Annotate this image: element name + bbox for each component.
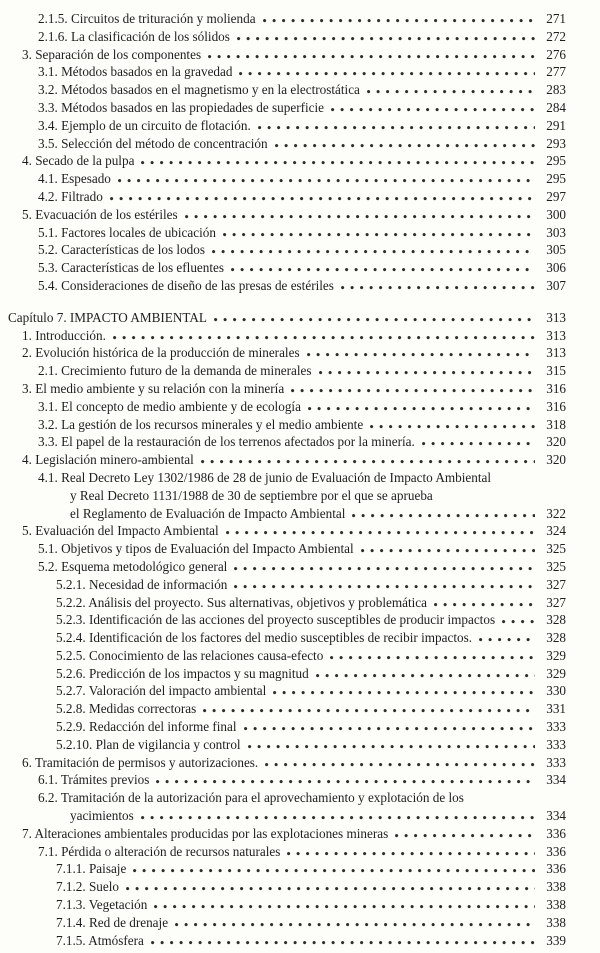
- dot-leader: [185, 207, 535, 219]
- toc-entry-text: 7.1.2. Suelo: [56, 879, 120, 895]
- dot-leader: [237, 29, 535, 41]
- toc-row: [8, 416, 566, 434]
- dot-leader: [434, 595, 535, 607]
- toc-page-number: 333: [546, 736, 566, 752]
- dot-leader: [113, 328, 535, 340]
- toc-page-number: 271: [546, 11, 566, 26]
- toc-entry-text: 3.1. El concepto de medio ambiente y de ecología: [38, 398, 301, 414]
- toc-page-number: 336: [546, 843, 566, 859]
- dot-leader: [422, 434, 535, 446]
- toc-row: [8, 932, 566, 950]
- dot-leader: [110, 189, 535, 201]
- toc-entry-text: 5.2.2. Análisis del proyecto. Sus alternativas, objetivos y problemática: [56, 594, 428, 610]
- dot-leader: [273, 683, 535, 695]
- dot-leader: [201, 452, 535, 464]
- toc-row: [8, 700, 566, 718]
- toc-entry-text: 3.1. Métodos basados en la gravedad: [38, 64, 233, 80]
- toc-row: [8, 117, 566, 135]
- dot-leader: [223, 225, 535, 237]
- dot-leader: [175, 915, 535, 927]
- toc-row: [8, 611, 566, 629]
- dot-leader: [308, 399, 535, 411]
- toc-row: [8, 451, 566, 469]
- toc-page-number: 328: [546, 612, 566, 628]
- toc-page-number: 327: [546, 594, 566, 610]
- toc-entry-text: 7. Alteraciones ambientales producidas por las explotaciones mineras: [22, 825, 389, 841]
- toc-entry-text: 5.2.1. Necesidad de información: [56, 576, 228, 592]
- toc-page-number: 336: [546, 825, 566, 841]
- toc-entry-text: 4. Legislación minero-ambiental: [22, 452, 194, 468]
- toc-entry-text: 5.2.8. Medidas correctoras: [56, 701, 197, 717]
- toc-page-number: 295: [546, 171, 566, 187]
- toc-page-number: 307: [546, 277, 566, 293]
- toc-entry-text: y Real Decreto 1131/1988 de 30 de septiembre por el que se aprueba: [70, 487, 433, 503]
- dot-leader: [208, 47, 535, 59]
- toc-page-number: 333: [546, 754, 566, 770]
- toc-row: [8, 860, 566, 878]
- dot-leader: [352, 506, 535, 518]
- toc-row: [8, 540, 566, 558]
- toc-entry-text: 5.2.10. Plan de vigilancia y control: [56, 736, 241, 752]
- toc-page-number: 325: [546, 541, 566, 557]
- toc-row: [8, 241, 566, 259]
- toc-entry-text: 3. El medio ambiente y su relación con la minería: [22, 380, 285, 396]
- dot-leader: [244, 719, 535, 731]
- toc-row: [8, 647, 566, 665]
- toc-row: [8, 594, 566, 612]
- toc-page-number: 320: [546, 452, 566, 468]
- toc-page-number: 330: [546, 683, 566, 699]
- toc-row: [8, 469, 566, 487]
- toc-row: [8, 878, 566, 896]
- dot-leader: [319, 363, 535, 375]
- dot-leader: [239, 64, 535, 76]
- toc-page-number: 338: [546, 914, 566, 930]
- toc-entry-text: 5.2.9. Redacción del informe final: [56, 719, 237, 735]
- dot-leader: [118, 171, 535, 183]
- toc-page-number: 331: [546, 701, 566, 717]
- toc-page-number: 316: [546, 380, 566, 396]
- toc-page-number: 313: [546, 327, 566, 343]
- toc-row: [8, 188, 566, 206]
- dot-leader: [154, 897, 535, 909]
- dot-leader: [331, 100, 535, 112]
- toc-row: [8, 259, 566, 277]
- toc-row: [8, 754, 566, 772]
- dot-leader: [203, 701, 535, 713]
- toc-row: [8, 576, 566, 594]
- toc-row: [8, 46, 566, 64]
- toc-page-number: 320: [546, 434, 566, 450]
- toc-entry-text: 4. Secado de la pulpa: [22, 153, 135, 169]
- dot-leader: [275, 136, 535, 148]
- toc-entry-text: 5. Evaluación del Impacto Ambiental: [22, 523, 219, 539]
- toc-page-number: 284: [546, 99, 566, 115]
- toc-entry-text: 3.5. Selección del método de concentración: [38, 135, 268, 151]
- dot-leader: [265, 755, 535, 767]
- toc-page-number: 336: [546, 861, 566, 877]
- dot-leader: [133, 861, 535, 873]
- toc-row: [8, 789, 566, 807]
- toc-page-number: 327: [546, 576, 566, 592]
- toc-entry-text: 5.2. Características de los lodos: [38, 242, 206, 258]
- toc-page-number: 277: [546, 64, 566, 80]
- toc-entry-text: 3.2. La gestión de los recursos minerales y el medio ambiente: [38, 416, 364, 432]
- toc-row: [8, 825, 566, 843]
- toc-entry-text: 2.1.5. Circuitos de trituración y molienda: [38, 11, 256, 26]
- toc-page-number: 297: [546, 188, 566, 204]
- dot-leader: [212, 242, 535, 254]
- toc-entry-text: 3.3. El papel de la restauración de los terrenos afectados por la minería.: [38, 434, 415, 450]
- toc-row: [8, 327, 566, 345]
- dot-leader: [330, 648, 535, 660]
- toc-page-number: 291: [546, 117, 566, 133]
- toc-entry-text: 3.2. Métodos basados en el magnetismo y en la electrostática: [38, 82, 360, 98]
- toc-row: [8, 433, 566, 451]
- toc-entry-text: 5.2. Esquema metodológico general: [38, 558, 228, 574]
- toc-page-number: 272: [546, 28, 566, 44]
- toc-entry-text: 7.1.5. Atmósfera: [56, 932, 144, 948]
- toc-row: [8, 28, 566, 46]
- toc-page-number: 324: [546, 523, 566, 539]
- toc-row: [8, 380, 566, 398]
- toc-row: [8, 81, 566, 99]
- toc-row: [8, 896, 566, 914]
- toc-entry-text: 6. Tramitación de permisos y autorizaciones.: [22, 754, 259, 770]
- dot-leader: [234, 577, 535, 589]
- toc-row: [8, 224, 566, 242]
- toc-entry-text: 5.1. Objetivos y tipos de Evaluación del Impacto Ambiental: [38, 541, 354, 557]
- toc-row: [8, 99, 566, 117]
- toc-entry-text: 6.1. Trámites previos: [38, 772, 150, 788]
- toc-row: [8, 135, 566, 153]
- toc-row: [8, 277, 566, 295]
- toc-page-number: 303: [546, 224, 566, 240]
- toc-entry-text: 5.2.3. Identificación de las acciones del proyecto susceptibles de producir impactos: [56, 612, 496, 628]
- toc-page-number: 283: [546, 82, 566, 98]
- toc-entry-text: 5. Evacuación de los estériles: [22, 206, 178, 222]
- dot-leader: [226, 523, 535, 535]
- dot-leader: [479, 630, 535, 642]
- toc-entry-text: 1. Introducción.: [22, 327, 106, 343]
- toc-entry-text: 5.3. Características de los efluentes: [38, 260, 225, 276]
- toc-entry-text: 6.2. Tramitación de la autorización para el aprovechamiento y explotación de los: [38, 790, 464, 806]
- dot-leader: [341, 278, 535, 290]
- toc-entry-text: 5.2.6. Predicción de los impactos y su magnitud: [56, 665, 309, 681]
- toc-page-number: 313: [546, 345, 566, 361]
- toc-page-number: 334: [546, 772, 566, 788]
- toc-page-number: 316: [546, 398, 566, 414]
- toc-page-number: 334: [546, 808, 566, 824]
- toc-row: [8, 362, 566, 380]
- toc-row: [8, 843, 566, 861]
- toc-page-number: 276: [546, 46, 566, 62]
- dot-leader: [367, 82, 535, 94]
- dot-leader: [151, 933, 535, 945]
- toc-page-number: 306: [546, 260, 566, 276]
- toc-page-number: 315: [546, 363, 566, 379]
- toc-row: [8, 206, 566, 224]
- toc-entry-text: 5.2.5. Conocimiento de las relaciones causa-efecto: [56, 647, 324, 663]
- toc-page-number: 318: [546, 416, 566, 432]
- dot-leader: [307, 345, 535, 357]
- toc-list: [8, 10, 566, 949]
- toc-row: [8, 558, 566, 576]
- toc-row: [8, 505, 566, 523]
- toc-row: [8, 170, 566, 188]
- toc-page-number: 322: [546, 505, 566, 521]
- toc-row: [8, 807, 566, 825]
- toc-entry-text: 7.1. Pérdida o alteración de recursos naturales: [38, 843, 281, 859]
- toc-row: [8, 914, 566, 932]
- toc-page-number: 300: [546, 206, 566, 222]
- toc-row: [8, 682, 566, 700]
- dot-leader: [214, 310, 535, 322]
- dot-leader: [291, 381, 535, 393]
- dot-leader: [248, 737, 535, 749]
- toc-entry-text: el Reglamento de Evaluación de Impacto Ambiental: [70, 505, 346, 521]
- toc-page-number: 328: [546, 630, 566, 646]
- dot-leader: [263, 11, 535, 23]
- dot-leader: [370, 417, 535, 429]
- toc-entry-text: 5.1. Factores locales de ubicación: [38, 224, 216, 240]
- toc-entry-text: 3.3. Métodos basados en las propiedades de superficie: [38, 99, 325, 115]
- dot-leader: [156, 772, 535, 784]
- toc-entry-text: 2.1.6. La clasificación de los sólidos: [38, 28, 230, 44]
- toc-page-number: 338: [546, 879, 566, 895]
- dot-leader: [231, 260, 535, 272]
- dot-leader: [258, 118, 535, 130]
- toc-page-number: 329: [546, 665, 566, 681]
- toc-page-number: 339: [546, 932, 566, 948]
- toc-page-number: 313: [546, 309, 566, 325]
- toc-entry-text: 4.1. Real Decreto Ley 1302/1986 de 28 de junio de Evaluación de Impacto Ambiental: [38, 469, 492, 485]
- toc-page-number: 333: [546, 719, 566, 735]
- toc-row: [8, 736, 566, 754]
- toc-entry-text: 7.1.3. Vegetación: [56, 897, 148, 913]
- toc-row: [8, 10, 566, 28]
- toc-page-number: 305: [546, 242, 566, 258]
- toc-row: [8, 629, 566, 647]
- toc-entry-text: 4.1. Espesado: [38, 171, 111, 187]
- toc-row: [8, 398, 566, 416]
- dot-leader: [126, 879, 535, 891]
- toc-entry-text: 7.1.1. Paisaje: [56, 861, 127, 877]
- dot-leader: [287, 844, 535, 856]
- dot-leader: [395, 826, 535, 838]
- dot-leader: [141, 808, 535, 820]
- toc-entry-text: 4.2. Filtrado: [38, 188, 103, 204]
- toc-row: [8, 522, 566, 540]
- dot-leader: [361, 541, 535, 553]
- toc-page-number: 329: [546, 647, 566, 663]
- toc-page-number: 338: [546, 897, 566, 913]
- toc-row: [8, 309, 566, 327]
- toc-entry-text: yacimientos: [70, 808, 134, 824]
- toc-row: [8, 152, 566, 170]
- dot-leader: [234, 559, 535, 571]
- toc-entry-text: 2. Evolución histórica de la producción de minerales: [22, 345, 300, 361]
- toc-entry-text: 5.2.7. Valoración del impacto ambiental: [56, 683, 267, 699]
- toc-entry-text: 3.4. Ejemplo de un circuito de flotación.: [38, 117, 251, 133]
- toc-row: [8, 63, 566, 81]
- toc-entry-text: 2.1. Crecimiento futuro de la demanda de minerales: [38, 363, 312, 379]
- toc-row: [8, 344, 566, 362]
- toc-page-number: 293: [546, 135, 566, 151]
- toc-page-number: 325: [546, 558, 566, 574]
- dot-leader: [141, 153, 535, 165]
- toc-row: [8, 487, 566, 505]
- dot-leader: [502, 612, 535, 624]
- dot-leader: [316, 666, 535, 678]
- toc-entry-text: Capítulo 7. IMPACTO AMBIENTAL: [8, 309, 207, 325]
- toc-entry-text: 3. Separación de los componentes: [22, 46, 202, 62]
- toc-entry-text: 5.2.4. Identificación de los factores del medio susceptibles de recibir impactos.: [56, 630, 473, 646]
- toc-row: [8, 771, 566, 789]
- toc-row: [8, 718, 566, 736]
- toc-entry-text: 7.1.4. Red de drenaje: [56, 914, 169, 930]
- toc-entry-text: 5.4. Consideraciones de diseño de las presas de estériles: [38, 277, 334, 293]
- toc-page-number: 295: [546, 153, 566, 169]
- toc-row: [8, 665, 566, 683]
